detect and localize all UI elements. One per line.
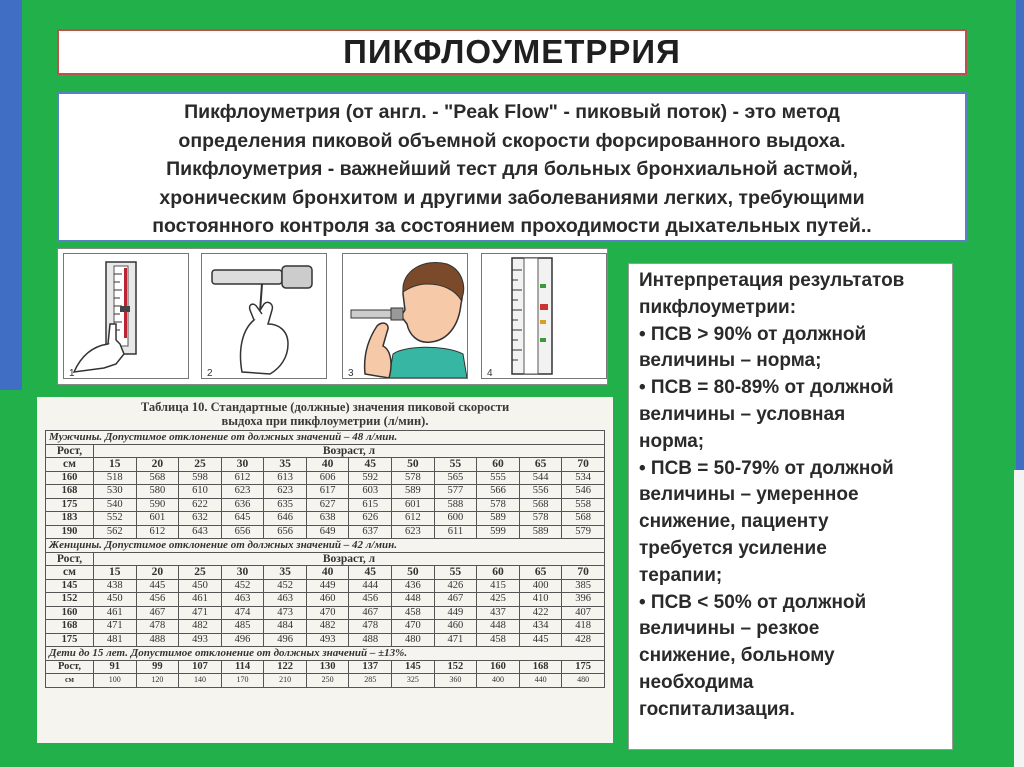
age-cell: 25	[179, 566, 222, 580]
height-cell: 160	[46, 606, 94, 620]
value-cell: 461	[94, 606, 137, 620]
value-cell: 496	[264, 633, 307, 647]
value-cell: 632	[179, 512, 222, 526]
intro-line: хроническим бронхитом и другими заболеваниями легких, требующими	[159, 186, 865, 209]
children-value-row	[46, 674, 605, 688]
value-cell: 622	[179, 498, 222, 512]
height-cell: 183	[46, 512, 94, 526]
intro-line: постоянного контроля за состоянием проходимости дыхательных путей..	[152, 215, 872, 237]
age-cell: 40	[306, 566, 349, 580]
illustration-number: 3	[348, 368, 354, 379]
value-cell: 656	[264, 525, 307, 539]
height-unit: см	[46, 674, 94, 688]
height-cell: 107	[179, 660, 222, 674]
value-cell: 612	[392, 512, 435, 526]
value-cell: 481	[94, 633, 137, 647]
value-cell: 556	[519, 485, 562, 499]
value-cell: 578	[392, 471, 435, 485]
value-cell: 493	[306, 633, 349, 647]
illustration-1	[63, 253, 189, 379]
value-cell: 645	[221, 512, 264, 526]
table-title: Таблица 10. Стандартные (должные) значения пиковой скорости	[140, 400, 510, 414]
height-cell: 145	[46, 579, 94, 593]
height-unit: см	[46, 458, 94, 472]
height-cell: 175	[46, 498, 94, 512]
left-accent-notch	[0, 370, 22, 390]
table-title: выдоха при пикфлоуметрии (л/мин).	[221, 414, 429, 428]
value-cell: 488	[136, 633, 179, 647]
interpretation-line: Интерпретация результатов	[639, 270, 905, 291]
value-cell: 590	[136, 498, 179, 512]
value-cell: 415	[477, 579, 520, 593]
page-title: ПИКФЛОУМЕТРРИЯ	[343, 33, 681, 70]
age-cell: 25	[179, 458, 222, 472]
interpretation-line: требуется усиление	[639, 537, 827, 559]
illustration-number: 2	[207, 368, 213, 379]
table-row	[46, 471, 605, 485]
value-cell: 568	[136, 471, 179, 485]
value-cell: 456	[349, 593, 392, 607]
value-cell: 460	[434, 620, 477, 634]
header-row	[46, 444, 605, 458]
value-cell: 649	[306, 525, 349, 539]
table-row	[46, 579, 605, 593]
height-cell: 152	[434, 660, 477, 674]
table-row	[46, 606, 605, 620]
value-cell: 623	[264, 485, 307, 499]
age-cell: 55	[434, 566, 477, 580]
age-header: Возраст, л	[94, 552, 605, 566]
interpretation-line: терапии;	[639, 564, 723, 586]
height-cell: 114	[221, 660, 264, 674]
value-cell: 601	[392, 498, 435, 512]
value-cell: 467	[434, 593, 477, 607]
interpretation-line: • ПСВ = 50-79% от должной	[639, 457, 894, 479]
age-cell: 55	[434, 458, 477, 472]
value-cell: 444	[349, 579, 392, 593]
value-cell: 580	[136, 485, 179, 499]
right-edge	[1014, 470, 1024, 767]
value-cell: 656	[221, 525, 264, 539]
value-cell: 617	[306, 485, 349, 499]
value-cell: 638	[306, 512, 349, 526]
section-caption-row	[46, 539, 605, 553]
intro-line: Пикфлоуметрия (от англ. - "Peak Flow" - пиковый поток) - это метод	[184, 101, 840, 123]
value-cell: 579	[562, 525, 605, 539]
section-caption: Женщины. Допустимое отклонение от должных значений – 42 л/мин.	[46, 539, 605, 553]
value-cell: 449	[306, 579, 349, 593]
value-cell: 450	[179, 579, 222, 593]
age-cell: 50	[392, 458, 435, 472]
interpretation-line: величины – умеренное	[639, 484, 859, 506]
illustration-number: 1	[69, 368, 75, 379]
value-cell: 461	[179, 593, 222, 607]
value-cell: 463	[221, 593, 264, 607]
meter-scale-closeup-icon	[482, 254, 606, 378]
value-cell: 463	[264, 593, 307, 607]
value-cell: 484	[264, 620, 307, 634]
age-cell: 20	[136, 566, 179, 580]
age-cell: 30	[221, 566, 264, 580]
table-row	[46, 620, 605, 634]
interpretation-line: • ПСВ > 90% от должной	[639, 323, 867, 345]
value-cell: 568	[562, 512, 605, 526]
value-cell: 325	[392, 674, 435, 688]
height-cell: 168	[46, 485, 94, 499]
section-caption: Мужчины. Допустимое отклонение от должных значений – 48 л/мин.	[46, 431, 605, 445]
height-cell: 122	[264, 660, 307, 674]
height-header: Рост,	[46, 444, 94, 458]
interpretation-line: необходима	[639, 671, 754, 693]
height-cell: 130	[306, 660, 349, 674]
age-cell: 65	[519, 458, 562, 472]
height-cell: 137	[349, 660, 392, 674]
value-cell: 589	[392, 485, 435, 499]
age-cell: 65	[519, 566, 562, 580]
value-cell: 518	[94, 471, 137, 485]
peak-flow-table	[45, 430, 605, 688]
intro-box	[57, 92, 967, 242]
age-cell: 15	[94, 458, 137, 472]
value-cell: 577	[434, 485, 477, 499]
age-row	[46, 458, 605, 472]
illustration-2	[201, 253, 327, 379]
table-row	[46, 485, 605, 499]
value-cell: 623	[392, 525, 435, 539]
illustration-strip	[57, 248, 608, 385]
value-cell: 407	[562, 606, 605, 620]
table-row	[46, 525, 605, 539]
value-cell: 426	[434, 579, 477, 593]
intro-line: определения пиковой объемной скорости форсированного выдоха.	[178, 129, 846, 152]
value-cell: 600	[434, 512, 477, 526]
value-cell: 578	[519, 512, 562, 526]
age-cell: 70	[562, 566, 605, 580]
header-row	[46, 552, 605, 566]
value-cell: 606	[306, 471, 349, 485]
value-cell: 566	[477, 485, 520, 499]
interpretation-line: норма;	[639, 430, 705, 452]
value-cell: 478	[136, 620, 179, 634]
interpretation-line: • ПСВ < 50% от должной	[639, 591, 867, 613]
value-cell: 448	[392, 593, 435, 607]
value-cell: 603	[349, 485, 392, 499]
table-row	[46, 593, 605, 607]
value-cell: 612	[221, 471, 264, 485]
interpretation-line: снижение, больному	[639, 645, 835, 667]
value-cell: 471	[434, 633, 477, 647]
value-cell: 470	[392, 620, 435, 634]
height-cell: 160	[46, 471, 94, 485]
age-cell: 60	[477, 566, 520, 580]
illustration-3	[342, 253, 468, 379]
value-cell: 534	[562, 471, 605, 485]
age-cell: 20	[136, 458, 179, 472]
value-cell: 598	[179, 471, 222, 485]
value-cell: 627	[306, 498, 349, 512]
value-cell: 474	[221, 606, 264, 620]
value-cell: 470	[306, 606, 349, 620]
value-cell: 425	[477, 593, 520, 607]
section-caption: Дети до 15 лет. Допустимое отклонение от должных значений – ±13%.	[46, 647, 605, 661]
age-cell: 60	[477, 458, 520, 472]
value-cell: 482	[179, 620, 222, 634]
value-cell: 480	[562, 674, 605, 688]
children-height-row	[46, 660, 605, 674]
height-cell: 190	[46, 525, 94, 539]
value-cell: 578	[477, 498, 520, 512]
value-cell: 440	[519, 674, 562, 688]
right-accent-bar	[1016, 0, 1024, 470]
height-cell: 168	[519, 660, 562, 674]
value-cell: 250	[306, 674, 349, 688]
value-cell: 445	[519, 633, 562, 647]
value-cell: 589	[477, 512, 520, 526]
interpretation-line: снижение, пациенту	[639, 511, 829, 533]
value-cell: 460	[306, 593, 349, 607]
value-cell: 496	[221, 633, 264, 647]
value-cell: 636	[221, 498, 264, 512]
value-cell: 544	[519, 471, 562, 485]
value-cell: 452	[221, 579, 264, 593]
value-cell: 456	[136, 593, 179, 607]
interpretation-line: госпитализация.	[639, 698, 795, 720]
value-cell: 100	[94, 674, 137, 688]
value-cell: 488	[349, 633, 392, 647]
value-cell: 428	[562, 633, 605, 647]
interpretation-box	[628, 263, 953, 750]
value-cell: 418	[562, 620, 605, 634]
intro-line: Пикфлоуметрия - важнейший тест для больных бронхиальной астмой,	[166, 158, 858, 180]
age-cell: 35	[264, 458, 307, 472]
value-cell: 623	[221, 485, 264, 499]
age-cell: 30	[221, 458, 264, 472]
value-cell: 140	[179, 674, 222, 688]
value-cell: 592	[349, 471, 392, 485]
value-cell: 400	[519, 579, 562, 593]
value-cell: 530	[94, 485, 137, 499]
value-cell: 467	[349, 606, 392, 620]
value-cell: 540	[94, 498, 137, 512]
title-box	[57, 29, 967, 75]
interpretation-line: пикфлоуметрии:	[639, 296, 797, 318]
age-cell: 40	[306, 458, 349, 472]
value-cell: 646	[264, 512, 307, 526]
value-cell: 437	[477, 606, 520, 620]
value-cell: 360	[434, 674, 477, 688]
value-cell: 458	[477, 633, 520, 647]
height-cell: 168	[46, 620, 94, 634]
height-unit: см	[46, 566, 94, 580]
height-cell: 175	[46, 633, 94, 647]
value-cell: 601	[136, 512, 179, 526]
interpretation-line: величины – условная	[639, 403, 846, 425]
value-cell: 473	[264, 606, 307, 620]
age-row	[46, 566, 605, 580]
value-cell: 558	[562, 498, 605, 512]
age-cell: 35	[264, 566, 307, 580]
height-header: Рост,	[46, 660, 94, 674]
value-cell: 610	[179, 485, 222, 499]
value-cell: 478	[349, 620, 392, 634]
section-caption-row	[46, 647, 605, 661]
value-cell: 615	[349, 498, 392, 512]
value-cell: 210	[264, 674, 307, 688]
value-cell: 450	[94, 593, 137, 607]
value-cell: 410	[519, 593, 562, 607]
value-cell: 599	[477, 525, 520, 539]
value-cell: 467	[136, 606, 179, 620]
value-cell: 613	[264, 471, 307, 485]
value-cell: 626	[349, 512, 392, 526]
value-cell: 422	[519, 606, 562, 620]
table-row	[46, 498, 605, 512]
height-header: Рост,	[46, 552, 94, 566]
value-cell: 436	[392, 579, 435, 593]
value-cell: 643	[179, 525, 222, 539]
value-cell: 438	[94, 579, 137, 593]
left-accent-bar	[0, 0, 22, 390]
value-cell: 493	[179, 633, 222, 647]
illustration-4	[481, 253, 607, 379]
value-cell: 485	[221, 620, 264, 634]
value-cell: 170	[221, 674, 264, 688]
table-row	[46, 512, 605, 526]
value-cell: 480	[392, 633, 435, 647]
illustration-number: 4	[487, 368, 493, 379]
peak-flow-table-box	[37, 397, 613, 743]
age-cell: 50	[392, 566, 435, 580]
value-cell: 565	[434, 471, 477, 485]
age-cell: 45	[349, 566, 392, 580]
interpretation-line: величины – норма;	[639, 350, 822, 372]
height-cell: 91	[94, 660, 137, 674]
interpretation-line: • ПСВ = 80-89% от должной	[639, 377, 894, 399]
value-cell: 385	[562, 579, 605, 593]
height-cell: 99	[136, 660, 179, 674]
value-cell: 285	[349, 674, 392, 688]
age-cell: 15	[94, 566, 137, 580]
patient-exhaling-icon	[343, 254, 467, 378]
value-cell: 555	[477, 471, 520, 485]
value-cell: 120	[136, 674, 179, 688]
value-cell: 568	[519, 498, 562, 512]
value-cell: 546	[562, 485, 605, 499]
value-cell: 637	[349, 525, 392, 539]
height-cell: 152	[46, 593, 94, 607]
value-cell: 396	[562, 593, 605, 607]
value-cell: 471	[94, 620, 137, 634]
value-cell: 471	[179, 606, 222, 620]
age-cell: 70	[562, 458, 605, 472]
value-cell: 448	[477, 620, 520, 634]
value-cell: 449	[434, 606, 477, 620]
value-cell: 445	[136, 579, 179, 593]
interpretation-line: величины – резкое	[639, 618, 820, 640]
value-cell: 400	[477, 674, 520, 688]
height-cell: 175	[562, 660, 605, 674]
value-cell: 612	[136, 525, 179, 539]
table-row	[46, 633, 605, 647]
value-cell: 588	[434, 498, 477, 512]
height-cell: 160	[477, 660, 520, 674]
value-cell: 482	[306, 620, 349, 634]
peak-flow-meter-hand-icon	[202, 254, 326, 378]
value-cell: 635	[264, 498, 307, 512]
age-header: Возраст, л	[94, 444, 605, 458]
value-cell: 452	[264, 579, 307, 593]
section-caption-row	[46, 431, 605, 445]
height-cell: 145	[392, 660, 435, 674]
value-cell: 458	[392, 606, 435, 620]
value-cell: 434	[519, 620, 562, 634]
value-cell: 562	[94, 525, 137, 539]
peak-flow-meter-scale-icon	[64, 254, 188, 378]
value-cell: 611	[434, 525, 477, 539]
value-cell: 552	[94, 512, 137, 526]
age-cell: 45	[349, 458, 392, 472]
value-cell: 589	[519, 525, 562, 539]
